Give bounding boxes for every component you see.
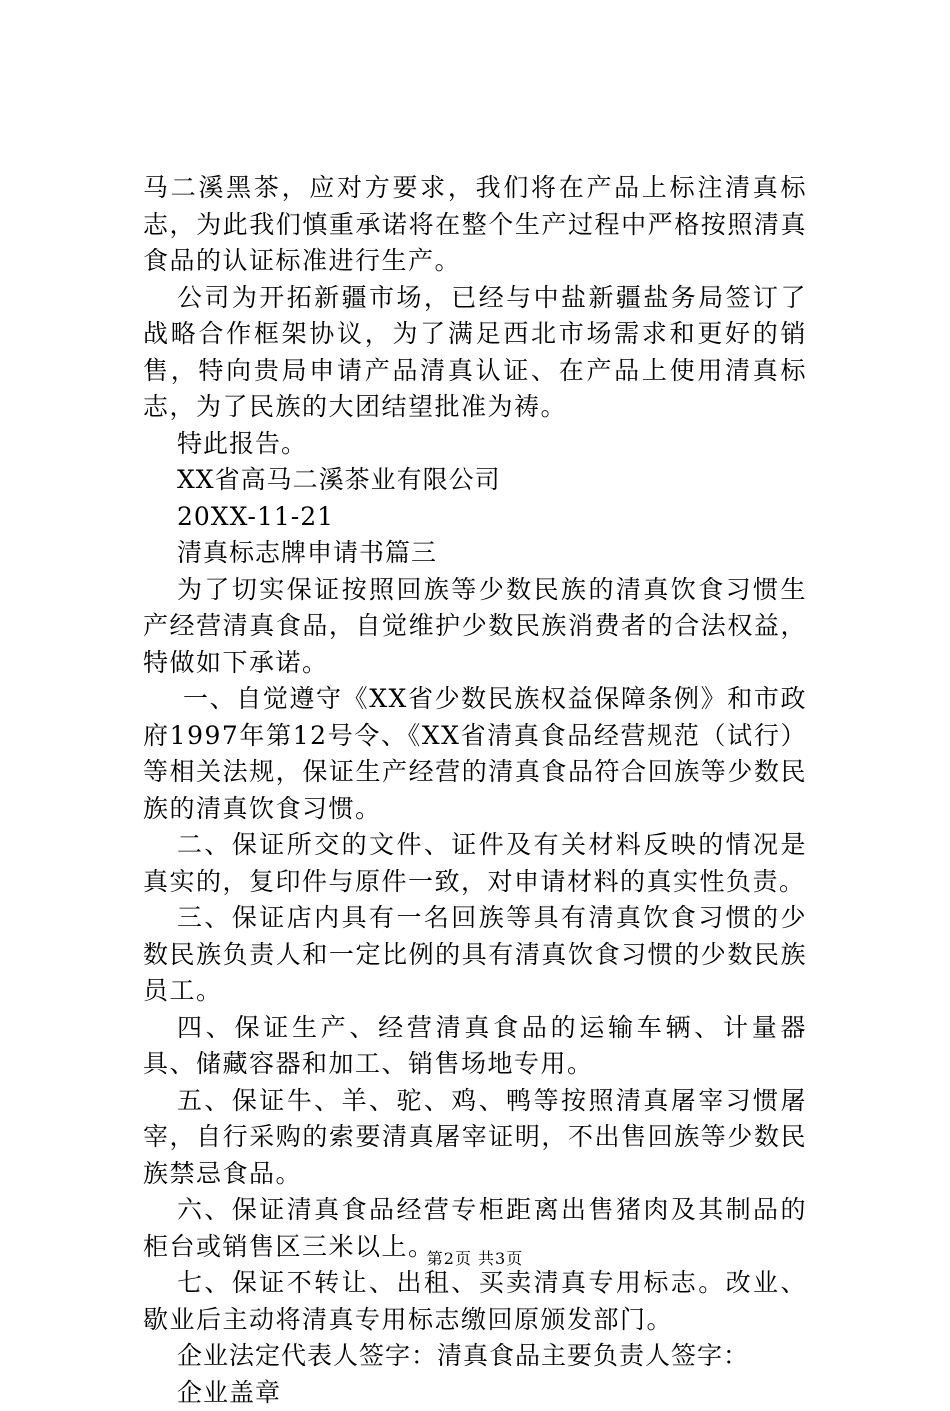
company-name: XX省高马二溪茶业有限公司 [143, 462, 807, 499]
paragraph-commitment-intro: 为了切实保证按照回族等少数民族的清真饮食习惯生产经营清真食品，自觉维护少数民族消费者的合法权益，特做如下承诺。 [143, 572, 807, 682]
commitment-item-2: 二、保证所交的文件、证件及有关材料反映的情况是真实的，复印件与原件一致，对申请材料的真实性负责。 [143, 827, 807, 900]
commitment-item-5: 五、保证牛、羊、驼、鸡、鸭等按照清真屠宰习惯屠宰，自行采购的索要清真屠宰证明，不出售回族等少数民族禁忌食品。 [143, 1083, 807, 1193]
seal-line: 企业盖章 [143, 1375, 807, 1411]
commitment-item-7: 七、保证不转让、出租、买卖清真专用标志。改业、歇业后主动将清真专用标志缴回原颁发部门。 [143, 1265, 807, 1338]
paragraph-continuation: 马二溪黑茶，应对方要求，我们将在产品上标注清真标志，为此我们慎重承诺将在整个生产过程中严格按照清真食品的认证标准进行生产。 [143, 170, 807, 280]
commitment-item-6: 六、保证清真食品经营专柜距离出售猪肉及其制品的柜台或销售区三米以上。 [143, 1192, 807, 1265]
commitment-item-4: 四、保证生产、经营清真食品的运输车辆、计量器具、储藏容器和加工、销售场地专用。 [143, 1010, 807, 1083]
report-closing: 特此报告。 [143, 426, 807, 463]
document-date: 20XX-11-21 [143, 499, 807, 536]
commitment-item-1: 一、自觉遵守《XX省少数民族权益保障条例》和市政府1997年第12号令、《XX省清真食品经营规范（试行）等相关法规，保证生产经营的清真食品符合回族等少数民族的清真饮食习惯。 [143, 681, 807, 827]
commitment-item-3: 三、保证店内具有一名回族等具有清真饮食习惯的少数民族负责人和一定比例的具有清真饮食习惯的少数民族员工。 [143, 900, 807, 1010]
section-heading: 清真标志牌申请书篇三 [143, 535, 807, 572]
document-body [143, 170, 807, 1411]
signature-line: 企业法定代表人签字：清真食品主要负责人签字： [143, 1338, 807, 1375]
paragraph-market-expansion: 公司为开拓新疆市场，已经与中盐新疆盐务局签订了战略合作框架协议，为了满足西北市场需求和更好的销售，特向贵局申请产品清真认证、在产品上使用清真标志，为了民族的大团结望批准为祷。 [143, 280, 807, 426]
page-number: 第2页 共3页 [0, 1246, 950, 1269]
